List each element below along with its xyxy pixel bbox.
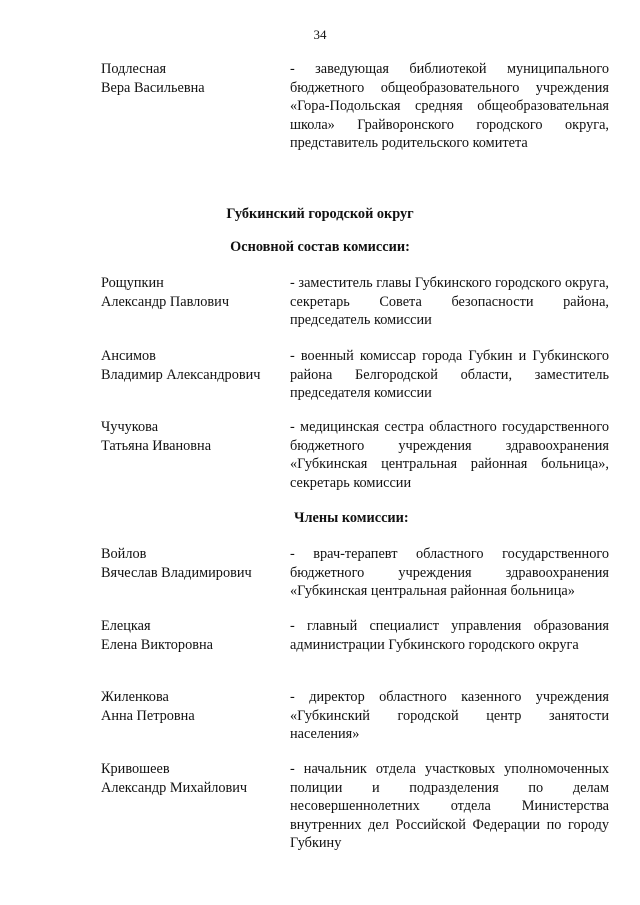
person-name bbox=[101, 347, 281, 384]
surname: Войлов bbox=[101, 546, 147, 562]
person-name bbox=[101, 688, 281, 725]
person-role: - начальник отдела участковых уполномоченных полиции и подразделения по делам несовершеннолетних отдела Министерства внутренних дел Российской Федерации по городу Губкину bbox=[290, 761, 609, 851]
surname: Подлесная bbox=[101, 61, 167, 77]
surname: Рощупкин bbox=[101, 275, 164, 291]
given-names: Анна Петровна bbox=[101, 707, 195, 724]
members-title: Члены комиссии: bbox=[294, 510, 409, 526]
person-role: - заместитель главы Губкинского городского округа, секретарь Совета безопасности района, председатель комиссии bbox=[290, 275, 609, 328]
person-role: - заведующая библиотекой муниципального бюджетного общеобразовательного учреждения «Гора-Подольская средняя общеобразовательная школа» Грайворонского городского округа, представитель родительского комитета bbox=[290, 61, 609, 151]
surname: Ансимов bbox=[101, 348, 156, 364]
person-role: - главный специалист управления образования администрации Губкинского городского округа bbox=[290, 618, 609, 653]
main-composition-title: Основной состав комиссии: bbox=[230, 239, 410, 255]
district-title: Губкинский городской округ bbox=[226, 206, 414, 222]
person-name bbox=[101, 418, 281, 455]
given-names: Татьяна Ивановна bbox=[101, 437, 212, 454]
person-role: - военный комиссар города Губкин и Губкинского района Белгородской области, заместитель председателя комиссии bbox=[290, 348, 609, 401]
given-names: Вера Васильевна bbox=[101, 79, 205, 96]
person-role: - медицинская сестра областного государственного бюджетного учреждения здравоохранения «Губкинская центральная районная больница», секретарь комиссии bbox=[290, 419, 609, 491]
surname: Кривошеев bbox=[101, 761, 170, 777]
person-name bbox=[101, 545, 281, 582]
given-names: Вячеслав Владимирович bbox=[101, 564, 252, 581]
person-role: - директор областного казенного учреждения «Губкинский городской центр занятости населения» bbox=[290, 689, 609, 742]
given-names: Владимир Александрович bbox=[101, 366, 261, 383]
given-names: Александр Михайлович bbox=[101, 779, 248, 796]
person-name bbox=[101, 760, 281, 797]
person-name bbox=[101, 617, 281, 654]
surname: Елецкая bbox=[101, 618, 151, 634]
given-names: Александр Павлович bbox=[101, 293, 230, 310]
person-role: - врач-терапевт областного государственного бюджетного учреждения здравоохранения «Губкинская центральная районная больница» bbox=[290, 546, 609, 599]
given-names: Елена Викторовна bbox=[101, 636, 213, 653]
person-name bbox=[101, 274, 281, 311]
page-number: 34 bbox=[313, 27, 327, 42]
person-name bbox=[101, 60, 281, 97]
surname: Чучукова bbox=[101, 419, 159, 435]
surname: Жиленкова bbox=[101, 689, 169, 705]
